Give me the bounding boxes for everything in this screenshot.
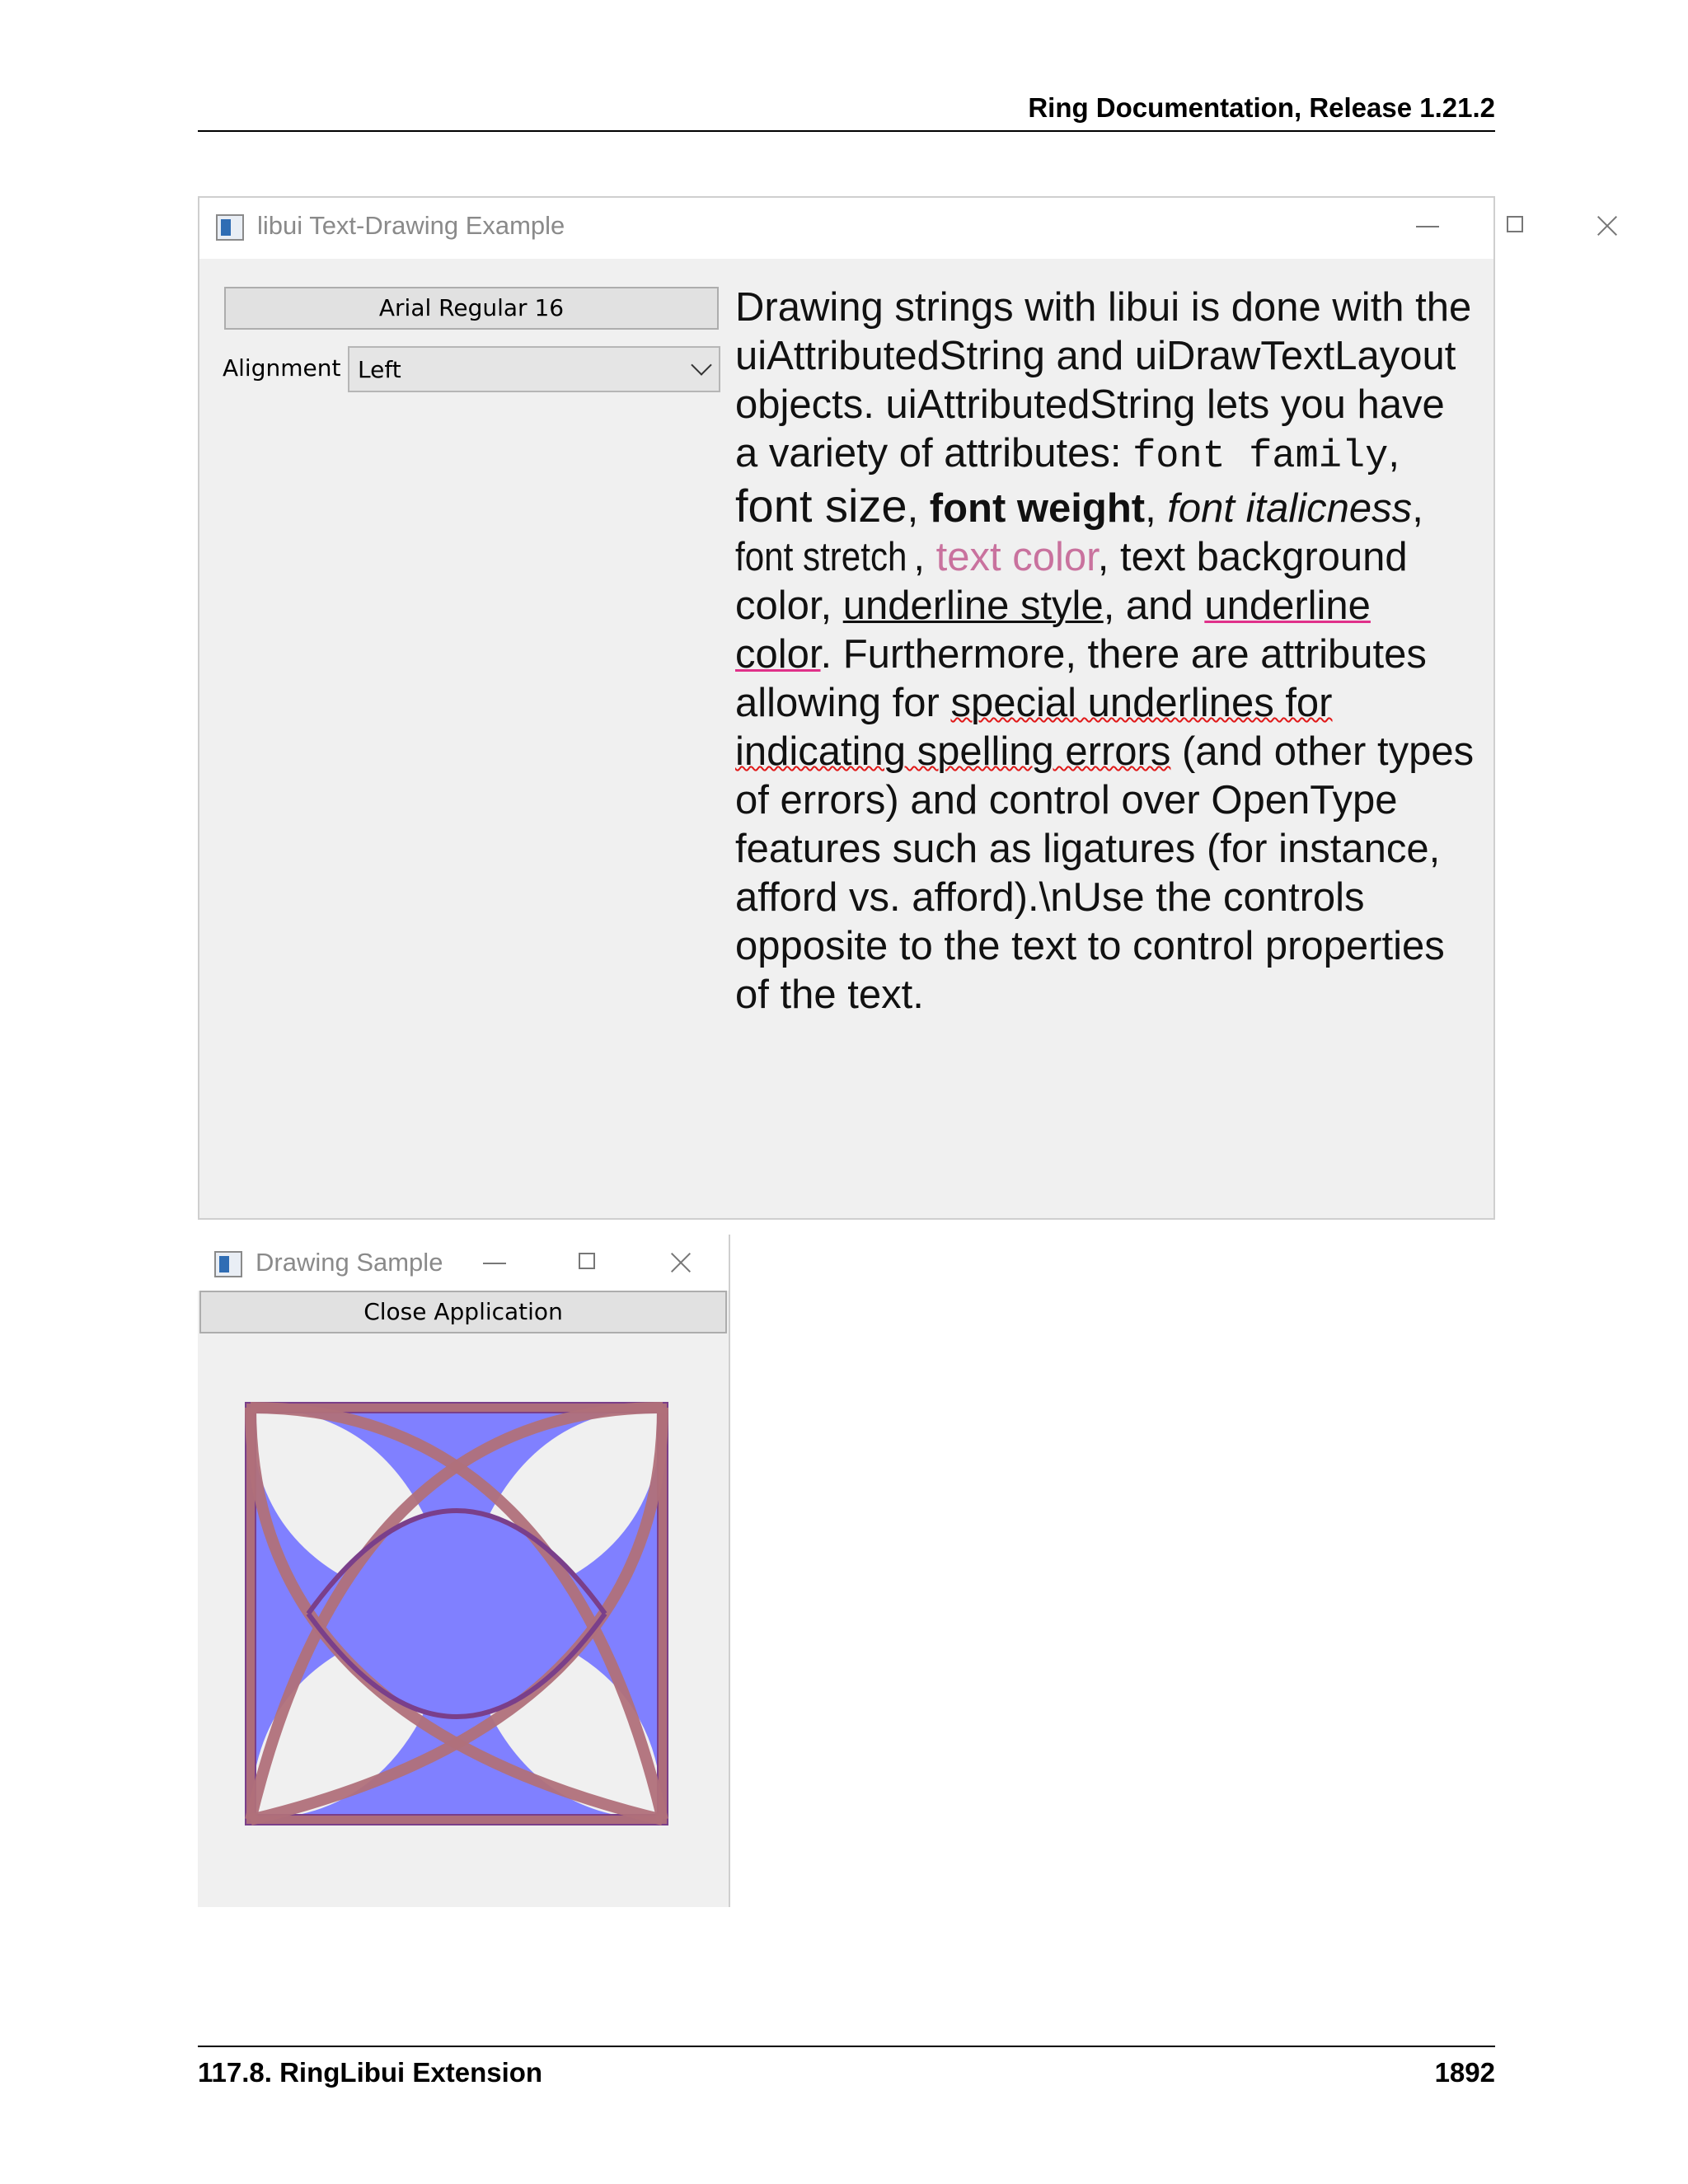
alignment-value: Left [358, 356, 401, 383]
maximize-icon[interactable] [1497, 208, 1533, 244]
text-sep: , and [1103, 583, 1205, 628]
text-font-weight: font weight [929, 486, 1146, 531]
footer-section: 117.8. RingLibui Extension [198, 2057, 543, 2088]
font-button[interactable]: Arial Regular 16 [224, 287, 719, 330]
text-outro: (and other types of errors) and control over OpenType features such as ligatures (for instance, afford vs. afford).\nUse the controls opposite to the text to control properties of the text. [735, 729, 1475, 1017]
app-icon [216, 214, 244, 241]
text-underline-style: underline style [842, 583, 1104, 628]
drawing-sample-window [198, 1235, 730, 1907]
window-title: libui Text-Drawing Example [257, 211, 565, 240]
text-underline-color: underline color [735, 583, 1371, 677]
page-header-title: Ring Documentation, Release 1.21.2 [1028, 92, 1495, 123]
text-font-italic: font italicness [1167, 486, 1413, 531]
text-sep: , [913, 535, 936, 579]
footer-page-number: 1892 [1434, 2057, 1495, 2088]
drawing-canvas [234, 1391, 679, 1836]
text-font-family: font family [1132, 435, 1389, 479]
close-icon[interactable] [1589, 208, 1625, 244]
text-drawing-window [198, 196, 1495, 1220]
maximize-icon[interactable] [569, 1244, 605, 1281]
page-footer [198, 2046, 1495, 2097]
alignment-select[interactable] [348, 346, 720, 392]
text-font-size: font size [735, 480, 907, 532]
title-bar[interactable] [199, 198, 1493, 259]
text-sep: , [1412, 486, 1423, 531]
alignment-label: Alignment [223, 354, 341, 382]
minimize-icon[interactable] [1409, 208, 1446, 244]
text-sep: , [907, 486, 930, 531]
text-sep: . Furthermore, there are attributes allowing for [735, 632, 1427, 725]
close-icon[interactable] [663, 1244, 699, 1281]
close-application-button[interactable]: Close Application [199, 1291, 727, 1333]
text-color-sample: text color [935, 535, 1098, 579]
text-sep: , [1145, 486, 1168, 531]
app-icon [214, 1251, 242, 1277]
page-header [198, 91, 1495, 132]
text-spelling-underline: special underlines for indicating spelling errors [735, 681, 1333, 774]
window-title: Drawing Sample [256, 1248, 443, 1277]
text-intro: Drawing strings with libui is done with the uiAttributedString and uiDrawTextLayout objects. uiAttributedString lets you have a variety of attributes: [735, 285, 1472, 476]
minimize-icon[interactable] [476, 1244, 513, 1281]
text-sep: , [1388, 431, 1400, 476]
attributed-text-area [735, 284, 1477, 1019]
text-sep: , text background color, [735, 535, 1408, 628]
title-bar[interactable] [198, 1235, 729, 1291]
text-font-stretch: font stretch [735, 535, 907, 579]
chevron-down-icon [691, 354, 711, 375]
